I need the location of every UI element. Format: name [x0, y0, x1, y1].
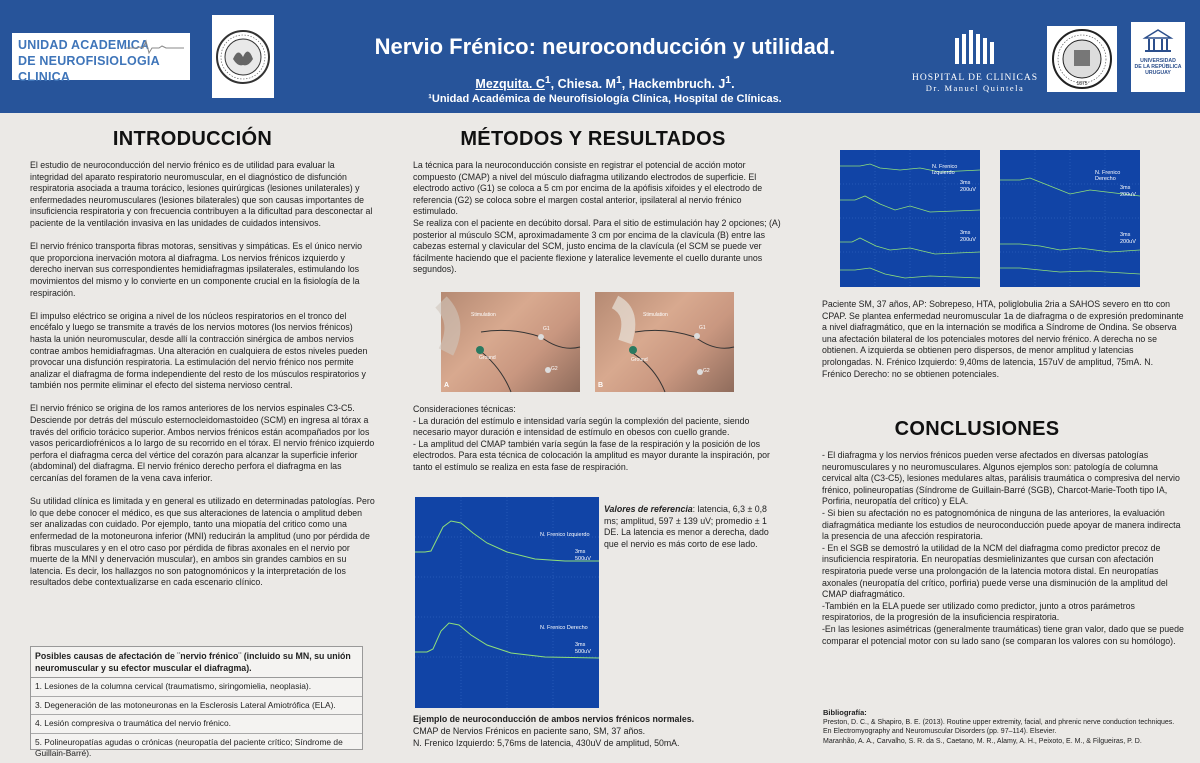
photo-label: Stimulation [643, 312, 668, 318]
conclusion-item: - El diafragma y los nervios frénicos pueden verse afectados en diversas patologías neuromusculares y no neuromusculares. Algunos ejemplos son: patología de columna cervical alta (C3-C5), lesiones medulares altas, parálisis traumática o compresiva del nervio frénico, polineuropatías (Síndrome de Guillain-Barré (SGB), Charcot-Marie-Tooth tipo IA, Porfiria, neuropatía del crítico) y ELA. [822, 450, 1180, 507]
seal-icon [215, 29, 271, 85]
seal-year: 1875 [1076, 81, 1088, 87]
intro-paragraph: Su utilidad clínica es limitada y en general es utilizado en determinadas patologías. Pero lo que debe conocer el médico, es que sus alteraciones de latencia o amplitud deben ser analizadas con cuidado. Por ejemplo, tanto una miopatía del critico como una enfermedad de la motoneurona inferior (MNI) reducirán la amplitud (uno por pérdida de fibras musculares y en el otro caso por pérdida de fibras axonales en el nervio por muerte de la MNI y denervación muscular), en ambos sin grandes cambios en su latencia. Es decir, los hallazgos no son patognomónicos y la interpretación de los resultados debe contextualizarse en cada escenario clínico. [30, 496, 375, 588]
poster-header [0, 0, 1200, 113]
photo-label: Stimulation [471, 312, 496, 318]
photo-letter: A [444, 382, 450, 389]
emg-grid [415, 497, 599, 708]
consideration-item: - La duración del estímulo e intensidad varía según la complexión del paciente, siendo necesario mayor duración e intensidad de estímulo en obesos con cuello grande. [413, 415, 750, 438]
hospital-clinicas-logo [910, 30, 1040, 93]
conclusions-text [822, 450, 1184, 647]
trace-scale [575, 642, 591, 656]
methods-paragraph: Se realiza con el paciente en decúbito dorsal. Para el sitio de estimulación hay 2 opciones; (A) posterior al músculo SCM, aproximadamente 3 cm por encima de la clavícula (B) entre las cabezas esternal y clavicular del SCM, justo encima de la clavícula (el SCM se puede ver fácilmente haciendo que el paciente flexione y lateralice levemente el cuello durante unos segundos). [413, 217, 781, 275]
conclusion-item: -También en la ELA puede ser utilizado como predictor, junto a otros parámetros respiratorios, de la progresión de la insuficiencia respiratoria. [822, 600, 1135, 623]
bibliography-entry: Maranhão, A. A., Carvalho, S. R. da S., Caetano, M. R., Alamy, A. H., Peixoto, E. M., & Filgueiras, P. D. [823, 737, 1142, 745]
bibliography [823, 708, 1183, 746]
author-second-sup: 1 [615, 75, 622, 86]
instituto-neurologia-seal [212, 15, 274, 98]
affiliation: ¹Unidad Académica de Neurofisiología Clínica, Hospital de Clínicas. [428, 93, 782, 105]
trace-label-left: N. Frenico Izquierdo [932, 164, 958, 176]
hospital-building-icon [953, 30, 997, 64]
causes-table-row: 3. Degeneración de las motoneuronas en la Esclerosis Lateral Amiotrófica (ELA). [31, 697, 362, 716]
normal-cmap-traces [415, 497, 599, 708]
unidad-academica-logo [12, 33, 190, 84]
scale-time: 3ms [575, 549, 586, 555]
photo-label: G1 [699, 325, 706, 331]
hospital-name: HOSPITAL DE CLINICAS [911, 73, 1039, 83]
conclusion-item: - En el SGB se demostró la utilidad de la NCM del diafragma como predictor precoz de insuficiencia respiratoria. En neuropatías desmielinizantes que cursan con afectación respiratoria puede verse una prolongación de la latencia motora distal. En neuropatías axonales (neuropatía del crítico, porfiria) puede verse una disminución de la amplitud del CMAP diafragmático. [822, 542, 1168, 600]
bibliography-entry: Preston, D. C., & Shapiro, B. E. (2013). Routine upper extremity, facial, and phrenic nerve conduction techniques. En Electromyography and Neuromuscular Disorders (pp. 97–114). Elsevier. [823, 718, 1175, 735]
intro-paragraph: El nervio frénico se origina de los ramos anteriores de los nervios espinales C3-C5. Desciende por detrás del músculo esternocleidomastoideo (SCM) en ingresa al tórax a través del orificio torácico superior. Ambos nervios frénicos están acompañados por los vasos pericardiofrénicos a lo largo de su recorrido en el tórax. El nervio frénico izquierdo perfora el diafragma cerca del vértice del corazón para alcanzar la superficie inferior (abdominal) del diafragma. El nervio frénico derecho perfora el diafragma en las cercanías del foramen de la vena cava inferior. [30, 403, 375, 484]
case-description: Paciente SM, 37 años, AP: Sobrepeso, HTA, poliglobulia 2ria a SAHOS severo en tto con CPAP. Se plantea enfermedad neuromuscular 1a de diafragma o de expresión predominante a nivel diafragmático, que en la internación se modifica a Síndrome de Ondina. Se observa una afectación bilateral de los potenciales motores del nervio frénico. A derecha no se obtienen. A izquierda se obtienen pero dispersos, de menor amplitud y latencias prolongadas. N. Frénico Izquierdo: 9,40ms de latencia, 157uV de amplitud, 75mA. N. Frénico Derecho: no se obtienen potenciales. [822, 299, 1184, 379]
scale-amp: 500uV [575, 556, 591, 562]
trace-label-left: N. Frenico Izquierdo [540, 532, 590, 538]
methods-heading: MÉTODOS Y RESULTADOS [460, 128, 726, 150]
intro-text [30, 160, 375, 601]
consideration-item: - La amplitud del CMAP también varía según la fase de la respiración y la posición de los electrodos. Para esta técnica de colocación la amplitud es mayor durante la inspiración, por tanto el estímulo se realiza en esta fase de respiración. [413, 438, 770, 472]
trace-scale [960, 230, 976, 244]
photo-label: G1 [543, 326, 550, 332]
bibliography-title: Bibliografía: [823, 708, 867, 717]
scale-time: 3ms [960, 180, 971, 186]
conclusion-item: -En las lesiones asimétricas (generalmente traumáticas) tiene gran valor, dado que se puede comparar el potencial motor con su lado sano (se comparan los valores con su homólogo). [822, 623, 1184, 646]
electrode-photo-a [441, 292, 580, 392]
intro-paragraph: El estudio de neuroconducción del nervio frénico es de utilidad para evaluar la integridad del aparato respiratorio neuromuscular, en el diagnóstico de disfunción respiratoria asociada a trauma torácico, lesiones quirúrgicas (lesiones unilaterales) y enfermedades neuromusculares (lesiones bilaterales) que son causas importantes de insuficiencia respiratoria y con frecuencia contribuyen a la dificultad para desconectar al paciente de la ventilación invasiva en las unidades de cuidados intensivos. [30, 160, 373, 228]
scale-amp: 200uV [1120, 192, 1136, 198]
photo-label: Ground [479, 355, 496, 361]
considerations-title: Consideraciones técnicas: [413, 404, 516, 414]
trace-scale [960, 180, 976, 194]
poster-title: Nervio Frénico: neuroconducción y utilidad. [374, 34, 836, 59]
electrode-wires [441, 292, 580, 392]
author-third: , Hackembruch. J [621, 77, 726, 92]
scale-amp: 200uV [1120, 239, 1136, 245]
causes-table-row: 5. Polineuropatías agudas o crónicas (neuropatía del paciente crítico; Síndrome de Guillain-Barré). [35, 736, 343, 758]
authors [300, 75, 910, 91]
scale-time: 3ms [1120, 185, 1131, 191]
intro-paragraph: El impulso eléctrico se origina a nivel de los núcleos respiratorios en el tronco del encéfalo y luego se transmite a través de los nervios motores (los nervios frénicos) hasta la unión neuromuscular, desde allí la contracción sinérgica de ambos nervios contrae ambos hemidiafragmas. Una alteración en cualquiera de estos niveles pueden provocar una disfunción respiratoria. La estimulación del nervio frénico nos permite analizar el diafragma de forma independiente del resto de los músculos respiratorios y también nos permite eliminar el efecto del sistema nervioso central. [30, 310, 368, 391]
neuro-wave-icon [126, 39, 184, 55]
facultad-medicina-seal [1047, 26, 1117, 92]
causes-table [30, 646, 363, 758]
traces-caption [413, 713, 743, 749]
scale-time: 3ms [575, 642, 586, 648]
intro-heading: INTRODUCCIÓN [112, 128, 273, 150]
trace-scale [575, 549, 591, 563]
causes-table-header: Posibles causas de afectación de ¨nervio frénico¨ (incluido su MN, su unión neuromuscular y su efector muscular el diafragma). [31, 647, 362, 678]
causes-table-row: 4. Lesión compresiva o traumática del nervio frénico. [31, 715, 362, 734]
unidad-logo-line2: DE NEUROFISIOLOGIA CLINICA [18, 54, 160, 84]
udelar-line3: URUGUAY [1145, 70, 1171, 77]
photo-label: G2 [551, 366, 558, 372]
trace-scale [1120, 232, 1136, 246]
case-trace-right [1000, 150, 1140, 287]
udelar-line2: DE LA REPÚBLICA [1134, 64, 1182, 71]
scale-time: 3ms [960, 230, 971, 236]
seal-icon [1050, 28, 1114, 90]
caption-line: N. Frenico Izquierdo: 5,76ms de latencia, 430uV de amplitud, 50mA. [413, 738, 680, 748]
reference-values [604, 504, 779, 550]
trace-2 [1000, 244, 1140, 252]
udelar-logo [1131, 22, 1185, 92]
scale-amp: 200uV [960, 187, 976, 193]
scale-amp: 500uV [575, 649, 591, 655]
author-first: Mezquita. C [475, 77, 545, 92]
trace-label-right: N. Frenico Derecho [1095, 170, 1121, 182]
causes-table-row: 1. Lesiones de la columna cervical (traumatismo, siringomielia, neoplasia). [31, 678, 362, 697]
photo-label: G2 [703, 368, 710, 374]
author-third-sup: 1 [725, 75, 732, 86]
hospital-subname: Dr. Manuel Quintela [925, 83, 1025, 93]
reference-text: : latencia, 6,3 ± 0,8 ms; amplitud, 597 ± 139 uV; promedio ± 1 DE. La latencia es menor a derecha, dado que el nervio es más corto de ese lado. [604, 504, 769, 549]
caption-title: Ejemplo de neuroconducción de ambos nervios frénicos normales. [413, 714, 695, 724]
reference-title: Valores de referencia [604, 504, 693, 514]
case-trace-left [840, 150, 980, 287]
intro-paragraph: El nervio frénico transporta fibras motoras, sensitivas y simpáticas. Es el único nervio que proporciona inervación motora al diafragma. Los nervios frénicos izquierdo y derecho inervan sus correspondientes hemidiafragmas ipsilaterales, estimulando los movimientos del mismo y lo convierte en un componente crucial en la fisiología de la respiración. [30, 241, 362, 298]
unidad-logo-line1: UNIDAD ACADEMICA [18, 38, 150, 52]
conclusions-heading: CONCLUSIONES [894, 418, 1060, 440]
conclusion-item: - Si bien su afectación no es patognomónica de ninguna de las anteriores, la evaluación diafragmática mediante los estudios de neuroconducción puede apoyar de manera indirecta la presencia de una afección respiratoria. [822, 507, 1181, 542]
electrode-photo-b [595, 292, 734, 392]
scale-time: 3ms [1120, 232, 1131, 238]
author-second: , Chiesa. M [550, 77, 616, 92]
trace-label-right: N. Frenico Derecho [540, 625, 588, 631]
caption-line: CMAP de Nervios Frénicos en paciente sano, SM, 37 años. [413, 726, 646, 736]
methods-paragraph: La técnica para la neuroconducción consiste en registrar el potencial de acción motor compuesto (CMAP) a nivel del músculo diafragma utilizando electrodos de superficie. El electrodo activo (G1) se coloca a 5 cm por encima de la apófisis xifoides y el electrodo de referencia (G2) se coloca sobre el margen costal anterior, ipsilateral al nervio frénico estimulado. [413, 160, 763, 217]
photo-letter: B [598, 382, 604, 389]
university-crest-icon [1142, 28, 1174, 54]
technical-considerations [413, 404, 783, 474]
electrode-wires [595, 292, 734, 392]
scale-amp: 200uV [960, 237, 976, 243]
author-end: . [731, 77, 735, 92]
udelar-line1: UNIVERSIDAD [1140, 58, 1176, 64]
author-first-sup: 1 [544, 75, 551, 86]
trace-scale [1120, 185, 1136, 199]
photo-label: Ground [631, 357, 648, 363]
methods-text [413, 160, 783, 276]
